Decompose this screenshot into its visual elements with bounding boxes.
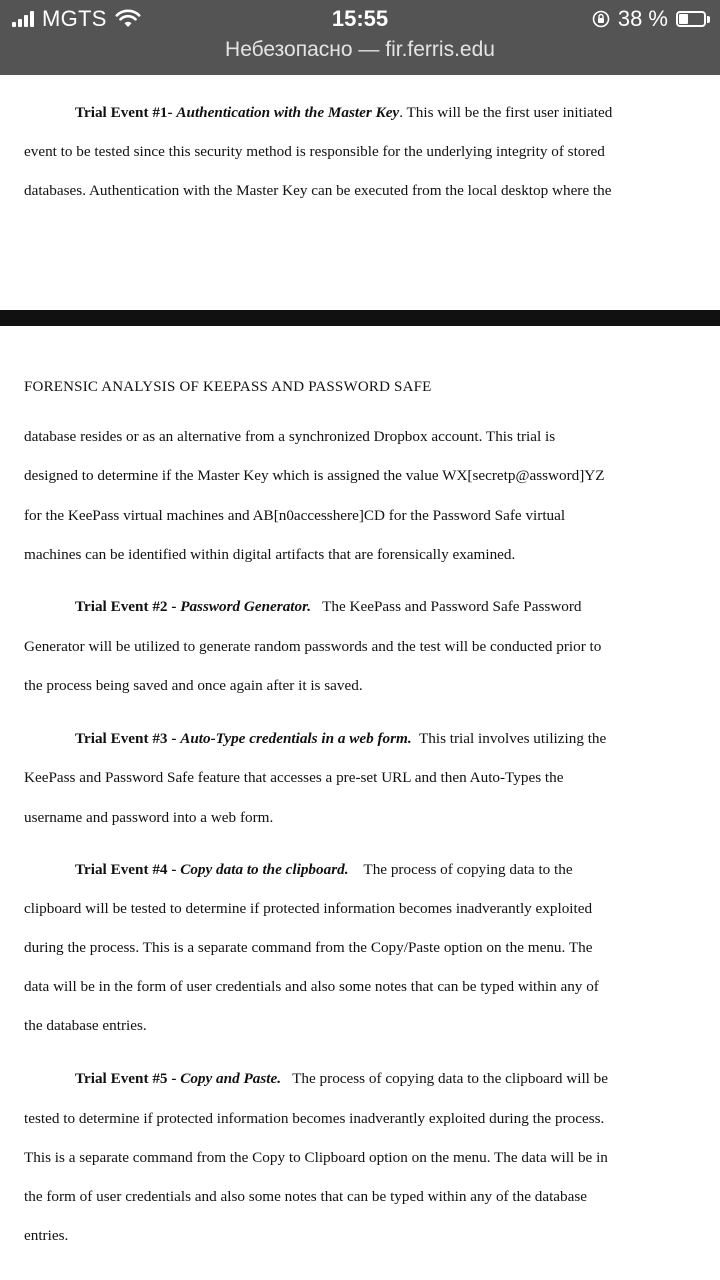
paragraph-line: username and password into a web form. <box>24 809 274 826</box>
paragraph-line: for the KeePass virtual machines and AB[n0accesshere]CD for the Password Safe virtual <box>24 507 566 524</box>
insecure-label: Небезопасно — <box>225 38 380 61</box>
paragraph-line: entries. <box>24 1227 69 1244</box>
trial5-label: Trial Event #5 - <box>75 1070 181 1087</box>
trial3-heading-line <box>75 730 720 748</box>
battery-percent: 38 % <box>617 6 668 31</box>
trial5-heading-line <box>75 1070 720 1088</box>
paragraph-line: during the process. This is a separate command from the Copy/Paste option on the menu. The <box>24 939 593 956</box>
trial3-label: Trial Event #3 - <box>75 730 181 747</box>
page-divider <box>0 310 720 326</box>
paragraph-line: machines can be identified within digital artifacts that are forensically examined. <box>24 546 516 563</box>
trial4-title: Copy data to the clipboard. <box>180 861 349 878</box>
paragraph-line: the database entries. <box>24 1017 147 1034</box>
trial1-title: Authentication with the Master Key <box>176 104 400 121</box>
battery-icon <box>676 11 706 27</box>
trial4-heading-line <box>75 861 720 879</box>
address-bar[interactable] <box>0 38 720 62</box>
paragraph-line: This is a separate command from the Copy to Clipboard option on the menu. The data will be in <box>24 1149 608 1166</box>
signal-icon <box>12 11 34 27</box>
status-left <box>12 6 141 32</box>
trial2-label: Trial Event #2 - <box>75 598 181 615</box>
carrier-name: MGTS <box>42 6 107 31</box>
wifi-icon <box>115 9 141 29</box>
clock: 15:55 <box>331 6 389 31</box>
paragraph-line: KeePass and Password Safe feature that accesses a pre-set URL and then Auto-Types the <box>24 769 564 786</box>
battery-tip <box>707 16 710 23</box>
trial2-title: Password Generator. <box>180 598 311 615</box>
trial4-label: Trial Event #4 - <box>75 861 181 878</box>
running-head: FORENSIC ANALYSIS OF KEEPASS AND PASSWORD SAFE <box>24 379 432 395</box>
paragraph-line: data will be in the form of user credentials and also some notes that can be typed within any of <box>24 978 599 995</box>
paragraph-line: Generator will be utilized to generate random passwords and the test will be conducted prior to <box>24 638 602 655</box>
rotation-lock-icon <box>592 10 610 28</box>
paragraph-line: databases. Authentication with the Master Key can be executed from the local desktop where the <box>24 182 612 199</box>
trial3-text: This trial involves utilizing the <box>411 730 607 747</box>
trial4-text: The process of copying data to the <box>348 861 573 878</box>
paragraph-line: designed to determine if the Master Key which is assigned the value WX[secretp@assword]YZ <box>24 467 605 484</box>
trial1-label: Trial Event #1- <box>75 104 173 121</box>
paragraph-line: the form of user credentials and also some notes that can be typed within any of the database <box>24 1188 588 1205</box>
paragraph-line: database resides or as an alternative from a synchronized Dropbox account. This trial is <box>24 428 556 445</box>
trial2-text: The KeePass and Password Safe Password <box>311 598 582 615</box>
paragraph-line: event to be tested since this security method is responsible for the underlying integrity of stored <box>24 143 605 160</box>
paragraph-line: the process being saved and once again after it is saved. <box>24 677 363 694</box>
trial1-text: . This will be the first user initiated <box>399 104 613 121</box>
paragraph-line: clipboard will be tested to determine if protected information becomes inadverantly exploited <box>24 900 593 917</box>
status-right <box>592 6 710 32</box>
status-bar <box>0 0 720 75</box>
trial5-title: Copy and Paste. <box>180 1070 282 1087</box>
paragraph-line: tested to determine if protected information becomes inadverantly exploited during the process. <box>24 1110 605 1127</box>
trial2-heading-line <box>75 598 720 616</box>
trial3-title: Auto-Type credentials in a web form. <box>180 730 412 747</box>
trial5-text: The process of copying data to the clipboard will be <box>281 1070 609 1087</box>
url-domain: fir.ferris.edu <box>385 38 495 61</box>
trial1-heading-line <box>75 104 720 122</box>
